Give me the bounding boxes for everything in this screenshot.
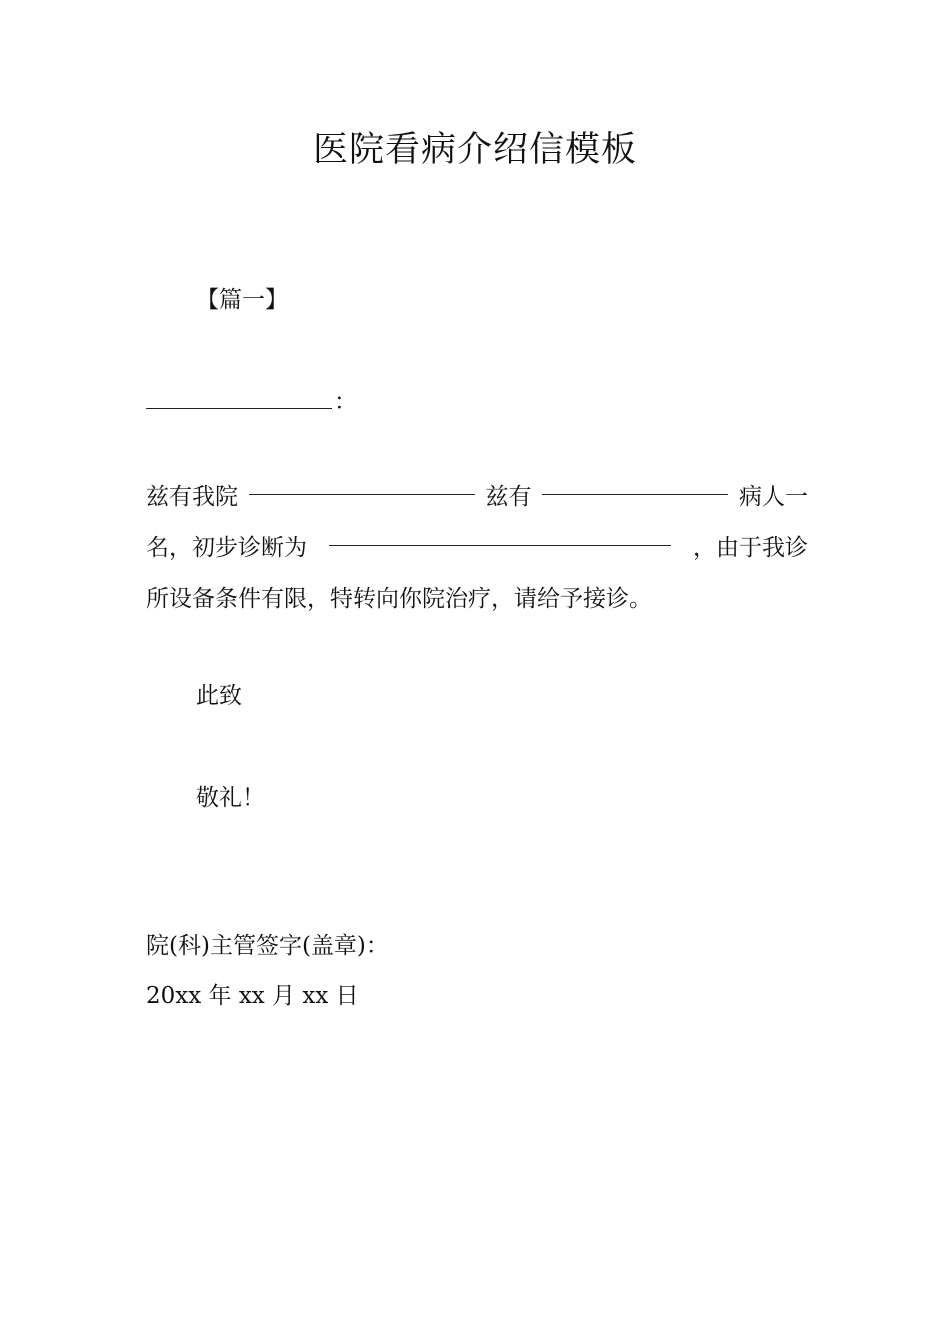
body-text-1a: 兹有我院 xyxy=(146,484,238,510)
closing-line-2: 敬礼！ xyxy=(196,785,265,811)
salutation-line xyxy=(146,386,357,418)
body-text-1b: 兹有 xyxy=(485,484,532,510)
closing-line-1: 此致 xyxy=(196,683,242,709)
body-paragraph xyxy=(146,472,808,625)
section-label: 【篇一】 xyxy=(196,287,288,313)
recipient-blank[interactable] xyxy=(146,386,332,409)
document-title: 医院看病介绍信模板 xyxy=(312,130,637,170)
body-text-2a: 名，初步诊断为 xyxy=(146,535,307,561)
salutation-colon: ： xyxy=(334,389,357,415)
signature-label: 院(科)主管签字(盖章)： xyxy=(146,933,389,959)
date-line: 20xx 年 xx 月 xx 日 xyxy=(146,983,359,1009)
patient-name-blank[interactable] xyxy=(542,472,728,495)
diagnosis-blank[interactable] xyxy=(329,523,671,546)
body-row-1 xyxy=(146,472,808,523)
body-text-3: 所设备条件有限，特转向你院治疗，请给予接诊。 xyxy=(146,586,652,612)
body-row-2 xyxy=(146,523,808,574)
hospital-name-blank[interactable] xyxy=(249,472,475,495)
body-row-3 xyxy=(146,574,808,625)
body-text-2b: ，由于我诊 xyxy=(693,535,808,561)
body-text-1c: 病人一 xyxy=(739,484,808,510)
